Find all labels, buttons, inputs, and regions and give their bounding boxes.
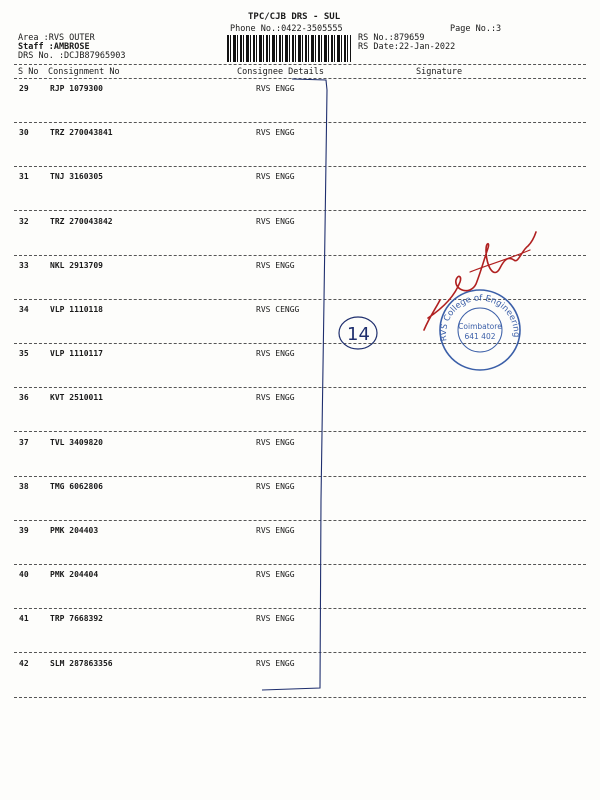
row-consignee: RVS ENGG: [256, 526, 295, 535]
row-consignment-number: KVT 2510011: [50, 393, 103, 402]
row-divider: [14, 652, 586, 653]
row-consignment-number: VLP 1110118: [50, 305, 103, 314]
document-title: TPC/CJB DRS - SUL: [248, 12, 341, 22]
row-consignment-number: TRZ 270043842: [50, 217, 113, 226]
row-sno: 35: [19, 349, 29, 358]
stamp-city: Coimbatore: [458, 322, 502, 331]
handwritten-signature: [410, 220, 540, 340]
row-consignee: RVS ENGG: [256, 438, 295, 447]
row-consignee: RVS ENGG: [256, 217, 295, 226]
column-signature: Signature: [416, 67, 463, 77]
row-consignee: RVS CENGG: [256, 305, 300, 314]
row-divider: [14, 122, 586, 123]
row-consignee: RVS ENGG: [256, 172, 295, 181]
row-divider: [14, 608, 586, 609]
row-divider: [14, 697, 586, 698]
row-sno: 40: [19, 570, 29, 579]
row-sno: 36: [19, 393, 29, 402]
row-consignee: RVS ENGG: [256, 659, 295, 668]
page-number: Page No.:3: [450, 24, 502, 34]
row-sno: 31: [19, 172, 29, 181]
row-consignment-number: TRP 7668392: [50, 614, 103, 623]
row-consignee: RVS ENGG: [256, 84, 295, 93]
row-sno: 37: [19, 438, 29, 447]
barcode: [227, 35, 351, 62]
row-consignment-number: RJP 1079300: [50, 84, 103, 93]
row-sno: 29: [19, 84, 29, 93]
phone-number: Phone No.:0422-3505555: [230, 24, 343, 34]
row-consignee: RVS ENGG: [256, 482, 295, 491]
row-divider: [14, 210, 586, 211]
row-consignment-number: TNJ 3160305: [50, 172, 103, 181]
row-sno: 33: [19, 261, 29, 270]
handwritten-count: [336, 313, 382, 355]
row-sno: 30: [19, 128, 29, 137]
row-consignee: RVS ENGG: [256, 349, 295, 358]
header-divider: [14, 64, 586, 65]
row-consignee: RVS ENGG: [256, 128, 295, 137]
row-divider: [14, 520, 586, 521]
stamp-ring-text: RVS College of Engineering: [438, 293, 522, 342]
row-consignment-number: TMG 6062806: [50, 482, 103, 491]
row-divider: [14, 564, 586, 565]
row-consignee: RVS ENGG: [256, 614, 295, 623]
column-consignee: Consignee Details: [237, 67, 324, 77]
row-sno: 32: [19, 217, 29, 226]
row-sno: 42: [19, 659, 29, 668]
row-consignment-number: PMK 204403: [50, 526, 99, 535]
row-consignment-number: TVL 3409820: [50, 438, 103, 447]
rs-date: RS Date:22-Jan-2022: [358, 42, 456, 52]
staff-label: Staff :AMBROSE: [18, 42, 90, 52]
row-consignment-number: NKL 2913709: [50, 261, 103, 270]
row-consignee: RVS ENGG: [256, 261, 295, 270]
column-sno: S No: [18, 67, 39, 77]
area-label: Area :RVS OUTER: [18, 33, 95, 43]
drs-number: DRS No. :DCJB87965903: [18, 51, 126, 61]
row-sno: 38: [19, 482, 29, 491]
column-divider: [14, 78, 586, 79]
column-consignment: Consignment No: [48, 67, 120, 77]
row-divider: [14, 387, 586, 388]
row-consignment-number: SLM 287863356: [50, 659, 113, 668]
row-divider: [14, 476, 586, 477]
row-consignment-number: PMK 204404: [50, 570, 99, 579]
row-divider: [14, 166, 586, 167]
row-divider: [14, 431, 586, 432]
stamp-pin: 641 402: [464, 332, 496, 341]
row-consignee: RVS ENGG: [256, 570, 295, 579]
row-consignee: RVS ENGG: [256, 393, 295, 402]
row-sno: 41: [19, 614, 29, 623]
handwritten-count-text: 14: [347, 324, 370, 345]
row-consignment-number: TRZ 270043841: [50, 128, 113, 137]
row-sno: 39: [19, 526, 29, 535]
row-consignment-number: VLP 1110117: [50, 349, 103, 358]
rs-number: RS No.:879659: [358, 33, 425, 43]
row-sno: 34: [19, 305, 29, 314]
